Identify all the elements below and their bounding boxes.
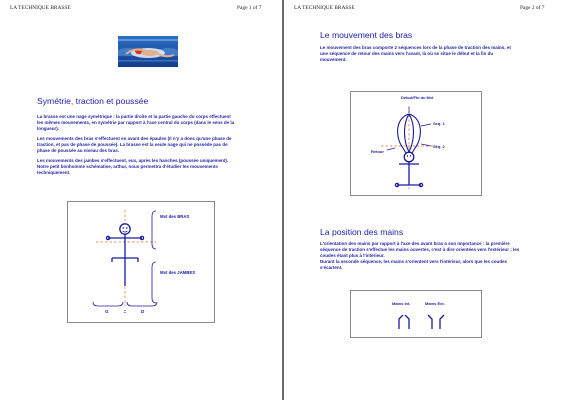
hands-outward-drawing [428, 315, 444, 329]
hands-ext-label: Mains Ext. [425, 301, 445, 306]
body-text [37, 114, 238, 180]
page-2 [284, 0, 566, 400]
arthur-stick-figure [106, 224, 143, 286]
section-text-arms: Le mouvement des bras comporte 2 séquences lors de la phase de traction des mains, et une séquence de retour des mains vers l'avant, là où se situe le début et la fin du mouvement. [320, 45, 511, 62]
arm-movement-figure [350, 91, 482, 196]
swimmer-stick-figure [395, 152, 422, 186]
section-title-arms: Le mouvement des bras [320, 30, 413, 40]
page-number: Page 1 of 7 [237, 5, 262, 11]
arms-label-line: Mvt des BRAS [160, 214, 190, 219]
section-title-hands: La position des mains [320, 227, 404, 237]
label-g: G [105, 309, 109, 314]
legs-label-line: Mvt des JAMBES [160, 270, 196, 275]
label-d: D [141, 309, 145, 314]
section-title: Symétrie, traction et poussée [37, 96, 149, 106]
arms-label [160, 214, 190, 219]
swimmer-photo [118, 36, 178, 67]
return-label: Retour [371, 149, 384, 154]
hands-inward-drawing [399, 315, 409, 329]
paragraph: L'orientation des mains par rapport à l'axe des avant bras a son importance : la première séquence de traction s'effectue les mains ouvertes, c'est à dire orientées vers l'extérieur ; les coudes étant plus à l'intérieur. [320, 241, 520, 258]
hand-position-figure [350, 290, 482, 338]
paragraph: La brasse est une nage symétrique : la partie droite et la partie gauche du corps effectuent les mêmes mouvements, en symétrie par rapport à l'axe central du corps (dans le sens de la longueur). [37, 114, 235, 131]
start-label: Début/Fin du Mvt [401, 95, 434, 100]
page-number: Page 2 of 7 [520, 5, 545, 11]
page-header-title: LA TECHNIQUE BRASSE [10, 5, 71, 11]
paragraph: Les mouvements des jambes s'effectuent, eux, après les hanches (poussée uniquement). Notre petit bonhomme schématise, arthur, nous permettra d'étudier les mouvements techniquement. [37, 158, 229, 175]
label-eq: = [123, 309, 127, 314]
page-1 [0, 0, 282, 400]
section-text-hands [320, 241, 520, 275]
arthur-figure [67, 201, 215, 323]
seq2-label: Seq. 2 [433, 144, 445, 149]
page-header-title: LA TECHNIQUE BRASSE [294, 5, 355, 11]
seq1-label: Seq. 1 [433, 121, 445, 126]
hands-int-label: Mains Int. [392, 301, 411, 306]
paragraph: Les mouvements des bras s'effectuent en avant des épaules (Il n'y a donc qu'une phase de traction, et pas de phase de poussée). La brasse est la seule nage qui ne possède pas de phase de poussée au niveau des bras. [37, 136, 232, 153]
legs-label [160, 270, 195, 275]
paragraph: Durant la seconde séquence, les mains s'orientent vers l'intérieur, alors que les coudes s'écartent. [320, 259, 507, 270]
